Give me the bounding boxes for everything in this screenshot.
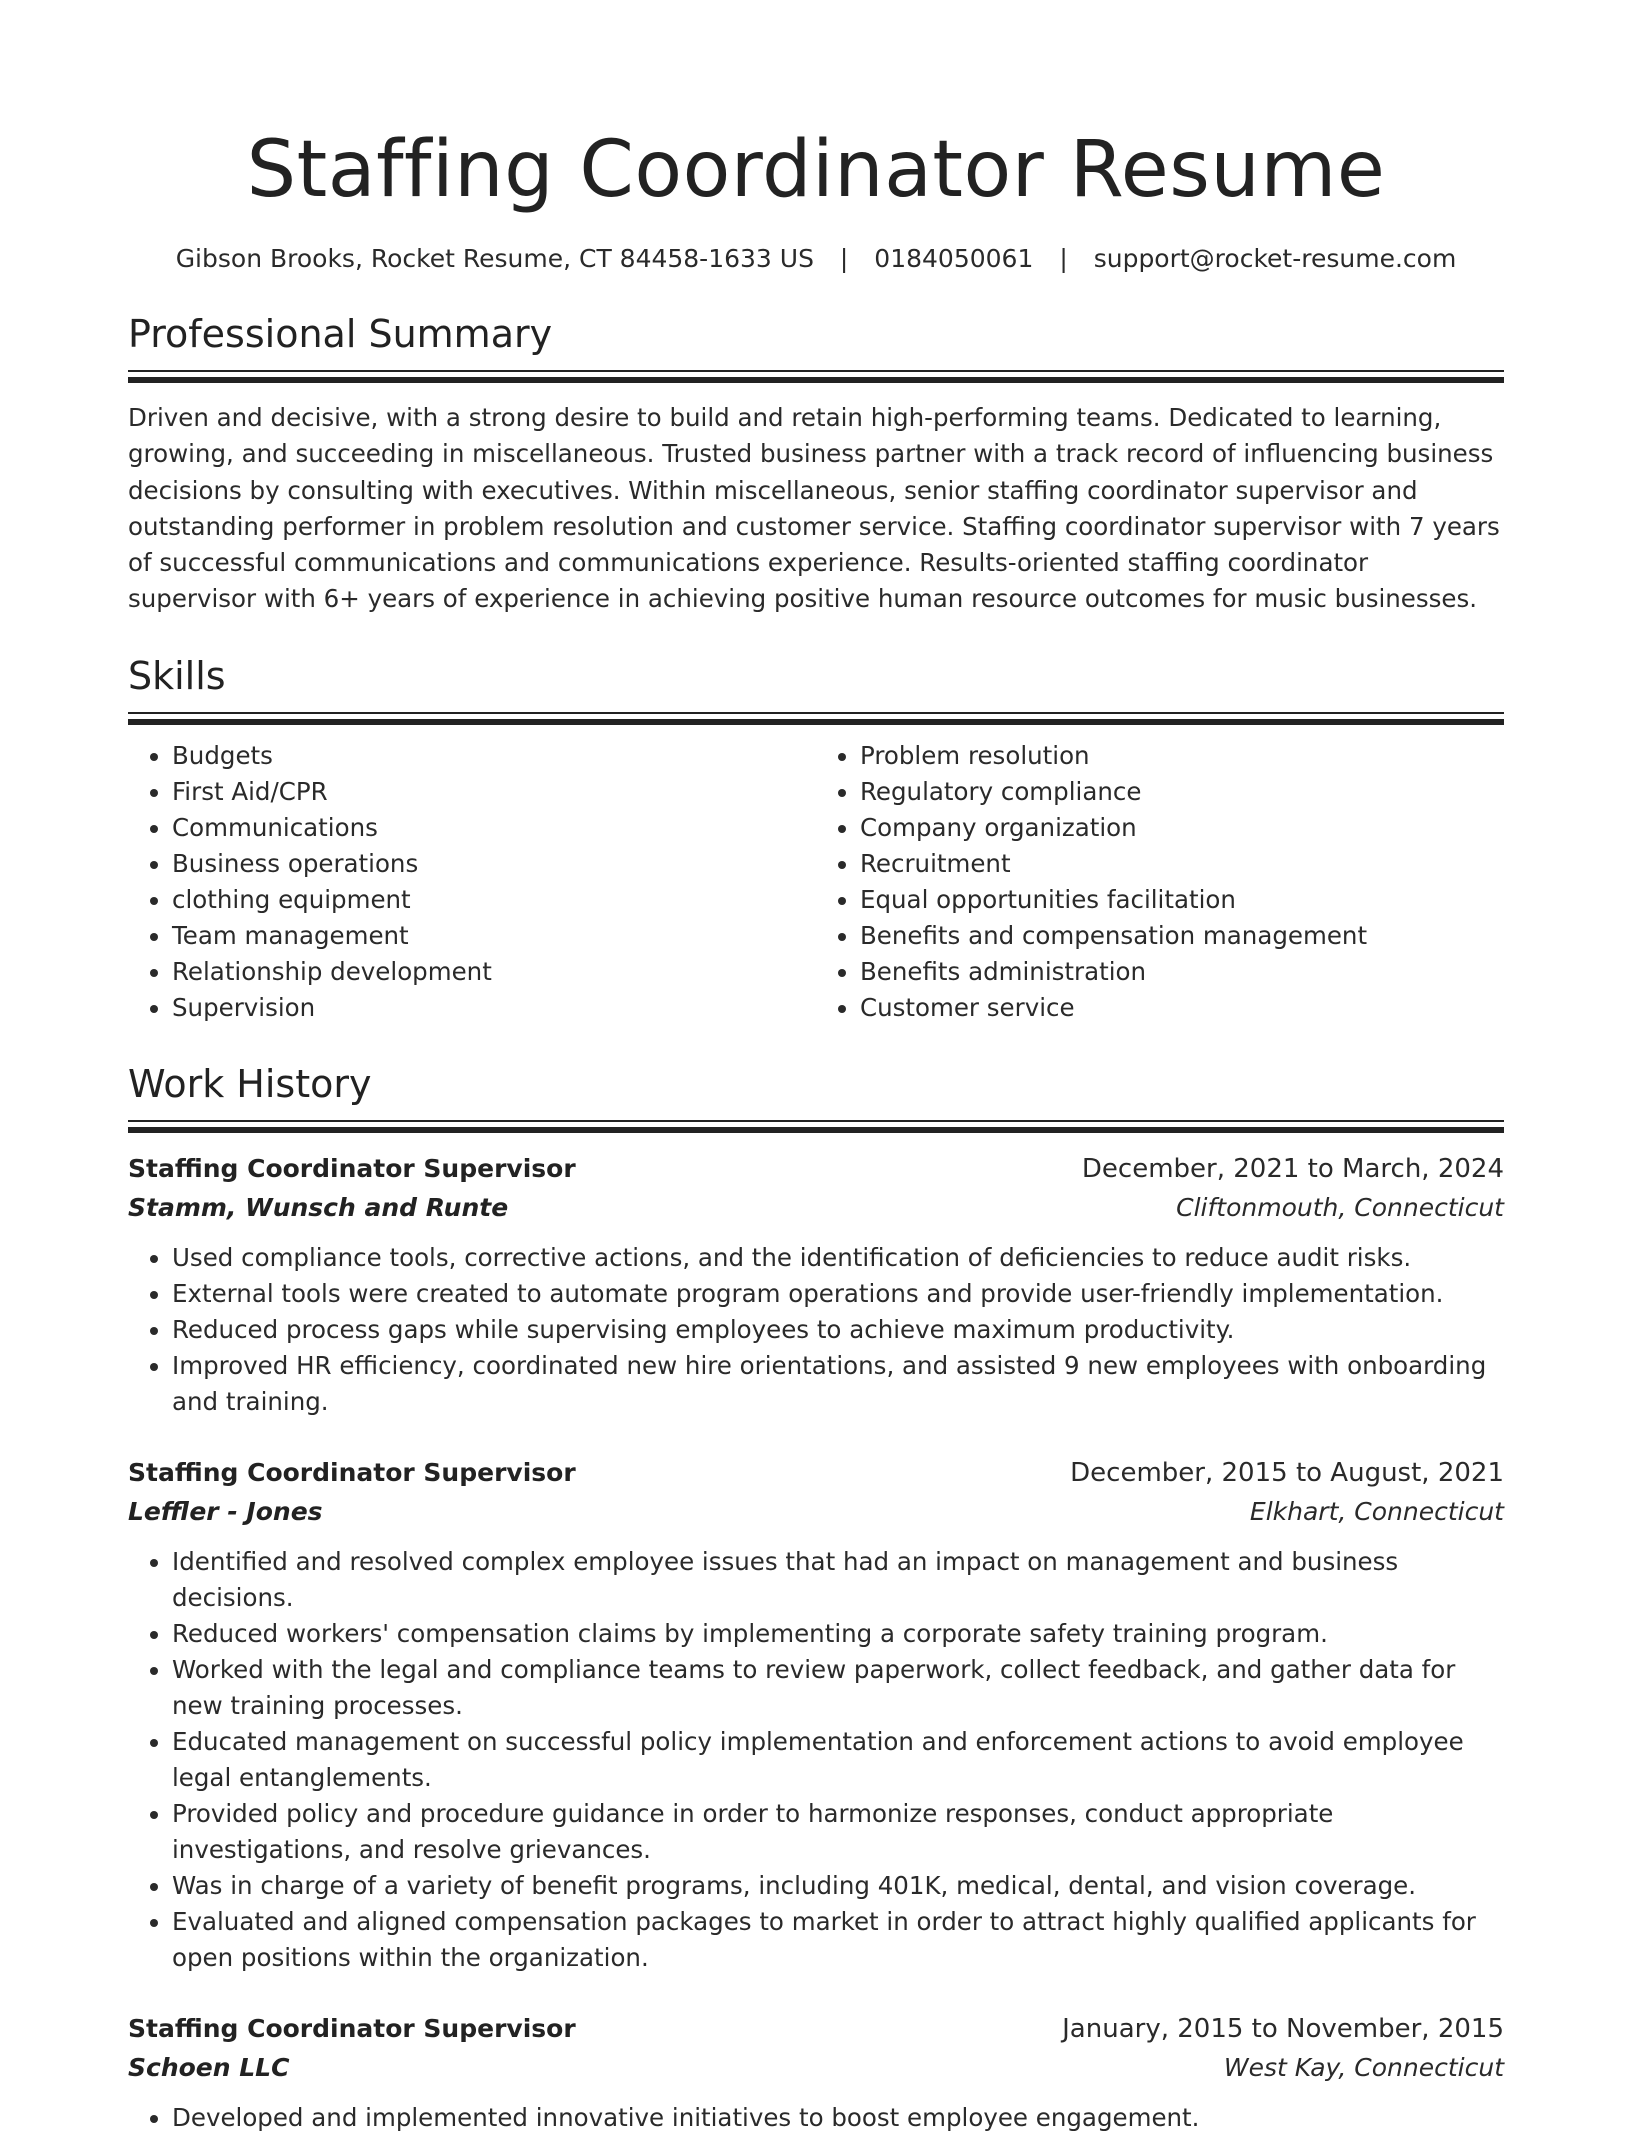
job-title: Staffing Coordinator Supervisor: [128, 1153, 576, 1183]
job-bullet: • Evaluated and aligned compensation packages to market in order to attract highly qualified applicants for open positions within the organization.: [172, 1904, 1504, 1976]
job-bullets: [128, 1240, 1504, 1420]
contact-address: Gibson Brooks, Rocket Resume, CT 84458-1633 US: [175, 244, 814, 273]
section-divider: [128, 1120, 1504, 1132]
skill-item: • Regulatory compliance: [860, 774, 1504, 810]
job-bullet: • Used compliance tools, corrective actions, and the identification of deficiencies to reduce audit risks.: [172, 1240, 1504, 1276]
contact-phone: 0184050061: [874, 244, 1034, 273]
job-bullets: [128, 1544, 1504, 1976]
job-bullet: • Reduced workers' compensation claims by implementing a corporate safety training program.: [172, 1616, 1504, 1652]
skill-item: • Team management: [172, 918, 816, 954]
job-location: Elkhart, Connecticut: [1249, 1496, 1504, 1526]
skill-item: • Benefits and compensation management: [860, 918, 1504, 954]
skill-item: • Company organization: [860, 810, 1504, 846]
contact-line: [128, 242, 1504, 276]
skill-item: • Budgets: [172, 738, 816, 774]
section-divider: [128, 712, 1504, 724]
skill-item: • Recruitment: [860, 846, 1504, 882]
job-bullet: • Developed and implemented innovative initiatives to boost employee engagement.: [172, 2100, 1504, 2136]
section-divider: [128, 370, 1504, 382]
job-entry: [128, 1150, 1504, 1420]
summary-heading: Professional Summary: [128, 312, 553, 356]
job-bullet: • Provided policy and procedure guidance in order to harmonize responses, conduct appropriate investigations, and resolve grievances.: [172, 1796, 1504, 1868]
skills-list-right: [816, 738, 1504, 1026]
job-company: Schoen LLC: [128, 2052, 290, 2082]
job-bullet: • Educated management on successful policy implementation and enforcement actions to avoid employee legal entanglements.: [172, 1724, 1504, 1796]
job-entry: [128, 2010, 1504, 2136]
job-bullet: • Identified and resolved complex employee issues that had an impact on management and business decisions.: [172, 1544, 1504, 1616]
job-bullet: • Improved HR efficiency, coordinated new hire orientations, and assisted 9 new employees with onboarding and training.: [172, 1348, 1504, 1420]
skills-section: [128, 652, 1504, 1026]
resume-title: Staffing Coordinator Resume: [246, 125, 1386, 215]
summary-section: [128, 310, 1504, 618]
job-company-row: [128, 1492, 1504, 1532]
skills-heading: Skills: [128, 653, 226, 698]
job-entry: [128, 1454, 1504, 1976]
job-company-row: [128, 2048, 1504, 2088]
skill-item: • Customer service: [860, 990, 1504, 1026]
skill-item: • First Aid/CPR: [172, 774, 816, 810]
skill-item: • Supervision: [172, 990, 816, 1026]
summary-text: Driven and decisive, with a strong desire to build and retain high-performing teams. Dedicated to learning, growing, and succeeding in miscellaneous. Trusted business partner with a track record of influencing business decisions by consulting with executives. Within miscellaneous, senior staffing coordinator supervisor and outstanding performer in problem resolution and customer service. Staffing coordinator supervisor with 7 years of successful communications and communications experience. Results-oriented staffing coordinator supervisor with 6+ years of experience in achieving positive human resource outcomes for music businesses.: [128, 403, 1500, 614]
skill-item: • Equal opportunities facilitation: [860, 882, 1504, 918]
skill-item: • clothing equipment: [172, 882, 816, 918]
job-company-row: [128, 1188, 1504, 1228]
skill-item: • Benefits administration: [860, 954, 1504, 990]
job-header-row: [128, 2010, 1504, 2048]
job-company: Stamm, Wunsch and Runte: [128, 1192, 509, 1222]
contact-email: support@rocket-resume.com: [1093, 244, 1457, 273]
job-title: Staffing Coordinator Supervisor: [128, 2013, 576, 2043]
contact-separator: |: [1059, 244, 1068, 273]
job-title: Staffing Coordinator Supervisor: [128, 1457, 576, 1487]
skill-item: • Relationship development: [172, 954, 816, 990]
job-bullet: • Was in charge of a variety of benefit programs, including 401K, medical, dental, and vision coverage.: [172, 1868, 1504, 1904]
skills-columns: [128, 738, 1504, 1026]
skill-item: • Problem resolution: [860, 738, 1504, 774]
skill-item: • Communications: [172, 810, 816, 846]
work-history-heading: Work History: [128, 1061, 372, 1106]
job-dates: December, 2021 to March, 2024: [1081, 1153, 1504, 1184]
skill-item: • Business operations: [172, 846, 816, 882]
job-header-row: [128, 1454, 1504, 1492]
job-bullet: • Reduced process gaps while supervising employees to achieve maximum productivity.: [172, 1312, 1504, 1348]
job-header-row: [128, 1150, 1504, 1188]
job-bullets: [128, 2100, 1504, 2136]
job-location: West Kay, Connecticut: [1223, 2052, 1504, 2082]
skills-list-left: [128, 738, 816, 1026]
job-bullet: • Worked with the legal and compliance teams to review paperwork, collect feedback, and gather data for new training processes.: [172, 1652, 1504, 1724]
job-company: Leffler - Jones: [128, 1496, 323, 1526]
job-location: Cliftonmouth, Connecticut: [1176, 1192, 1504, 1222]
job-dates: December, 2015 to August, 2021: [1070, 1457, 1504, 1488]
work-history-section: [128, 1060, 1504, 2136]
job-bullet: • External tools were created to automate program operations and provide user-friendly implementation.: [172, 1276, 1504, 1312]
contact-separator: |: [839, 244, 849, 273]
job-dates: January, 2015 to November, 2015: [1062, 2013, 1504, 2044]
